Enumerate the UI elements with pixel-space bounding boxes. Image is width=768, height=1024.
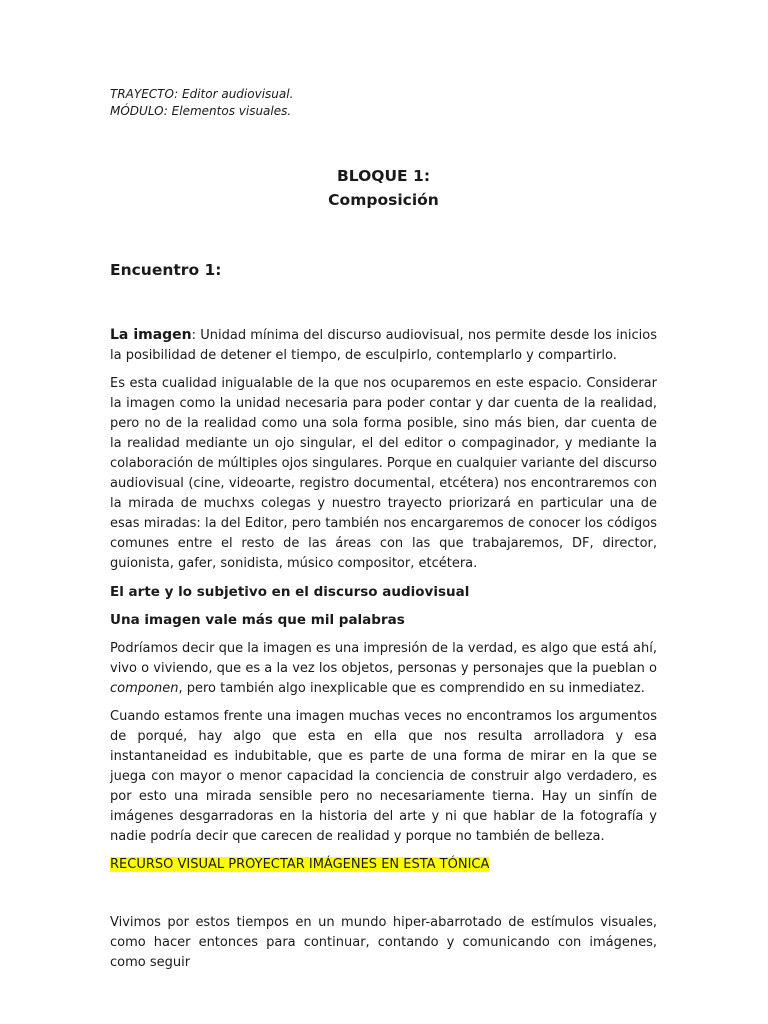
- paragraph-5: Vivimos por estos tiempos en un mundo hiper-abarrotado de estímulos visuales, como hacer entonces para continuar, contando y comunicando con imágenes, como seguir: [110, 915, 657, 970]
- paragraph-2: Es esta cualidad inigualable de la que nos ocuparemos en este espacio. Considerar la imagen como la unidad necesaria para poder contar y dar cuenta de la realidad, pero no de la realidad como una sola forma posible, sino más bien, dar cuenta de la realidad mediante un ojo singular, el del editor o compaginador, y mediante la colaboración de múltiples ojos singulares. Porque en cualquier variante del discurso audiovisual (cine, videoarte, registro documental, etcétera) nos encontraremos con la mirada de muchxs colegas y nuestro trayecto priorizará en particular una de esas miradas: la del Editor, pero también nos encargaremos de conocer los códigos comunes entre el resto de las áreas con las que trabajaremos, DF, director, guionista, gafer, sonidista, músico compositor, etcétera.: [110, 376, 657, 571]
- section-heading: Encuentro 1:: [110, 261, 222, 279]
- paragraph-3-emphasis: componen: [110, 681, 179, 696]
- subheading-arte-subjetivo: El arte y lo subjetivo en el discurso audiovisual: [110, 584, 470, 600]
- paragraph-3: [110, 639, 657, 699]
- paragraph-4: Cuando estamos frente una imagen muchas veces no encontramos los argumentos de porqué, hay algo que esta en ella que nos resulta arrolladora y esa instantaneidad es indubitable, que es parte de una forma de mirar en la que se juega con mayor o menor capacidad la conciencia de construir algo verdadero, es por esto una mirada sensible pero no necesariamente tierna. Hay un sinfín de imágenes desgarradoras en la historia del arte y ni que hablar de la fotografía y nadie podría decir que carecen de realidad y porque no también de belleza.: [110, 709, 657, 844]
- paragraph-la-imagen: [110, 325, 657, 366]
- paragraph-3-after: , pero también algo inexplicable que es comprendido en su inmediatez.: [178, 681, 645, 696]
- paragraph-3-before: Podríamos decir que la imagen es una impresión de la verdad, es algo que está ahí, vivo o viviendo, que es a la vez los objetos, personas y personajes que la pueblan o: [110, 641, 657, 676]
- document-content: [110, 86, 657, 973]
- highlighted-note: RECURSO VISUAL PROYECTAR IMÁGENES EN ESTA TÓNICA: [110, 857, 490, 872]
- title-line-2: Composición: [328, 191, 439, 209]
- paragraph-1-text: : Unidad mínima del discurso audiovisual, nos permite desde los inicios la posibilidad de detener el tiempo, de esculpirlo, contemplarlo y compartirlo.: [110, 328, 657, 363]
- trayecto-line: TRAYECTO: Editor audiovisual.: [110, 87, 294, 101]
- title-line-1: BLOQUE 1:: [336, 167, 431, 185]
- subheading-una-imagen: Una imagen vale más que mil palabras: [110, 612, 405, 628]
- modulo-line: MÓDULO: Elementos visuales.: [110, 104, 292, 118]
- term-la-imagen: La imagen: [110, 327, 192, 343]
- highlight-line: [110, 855, 657, 875]
- document-title: [110, 164, 657, 212]
